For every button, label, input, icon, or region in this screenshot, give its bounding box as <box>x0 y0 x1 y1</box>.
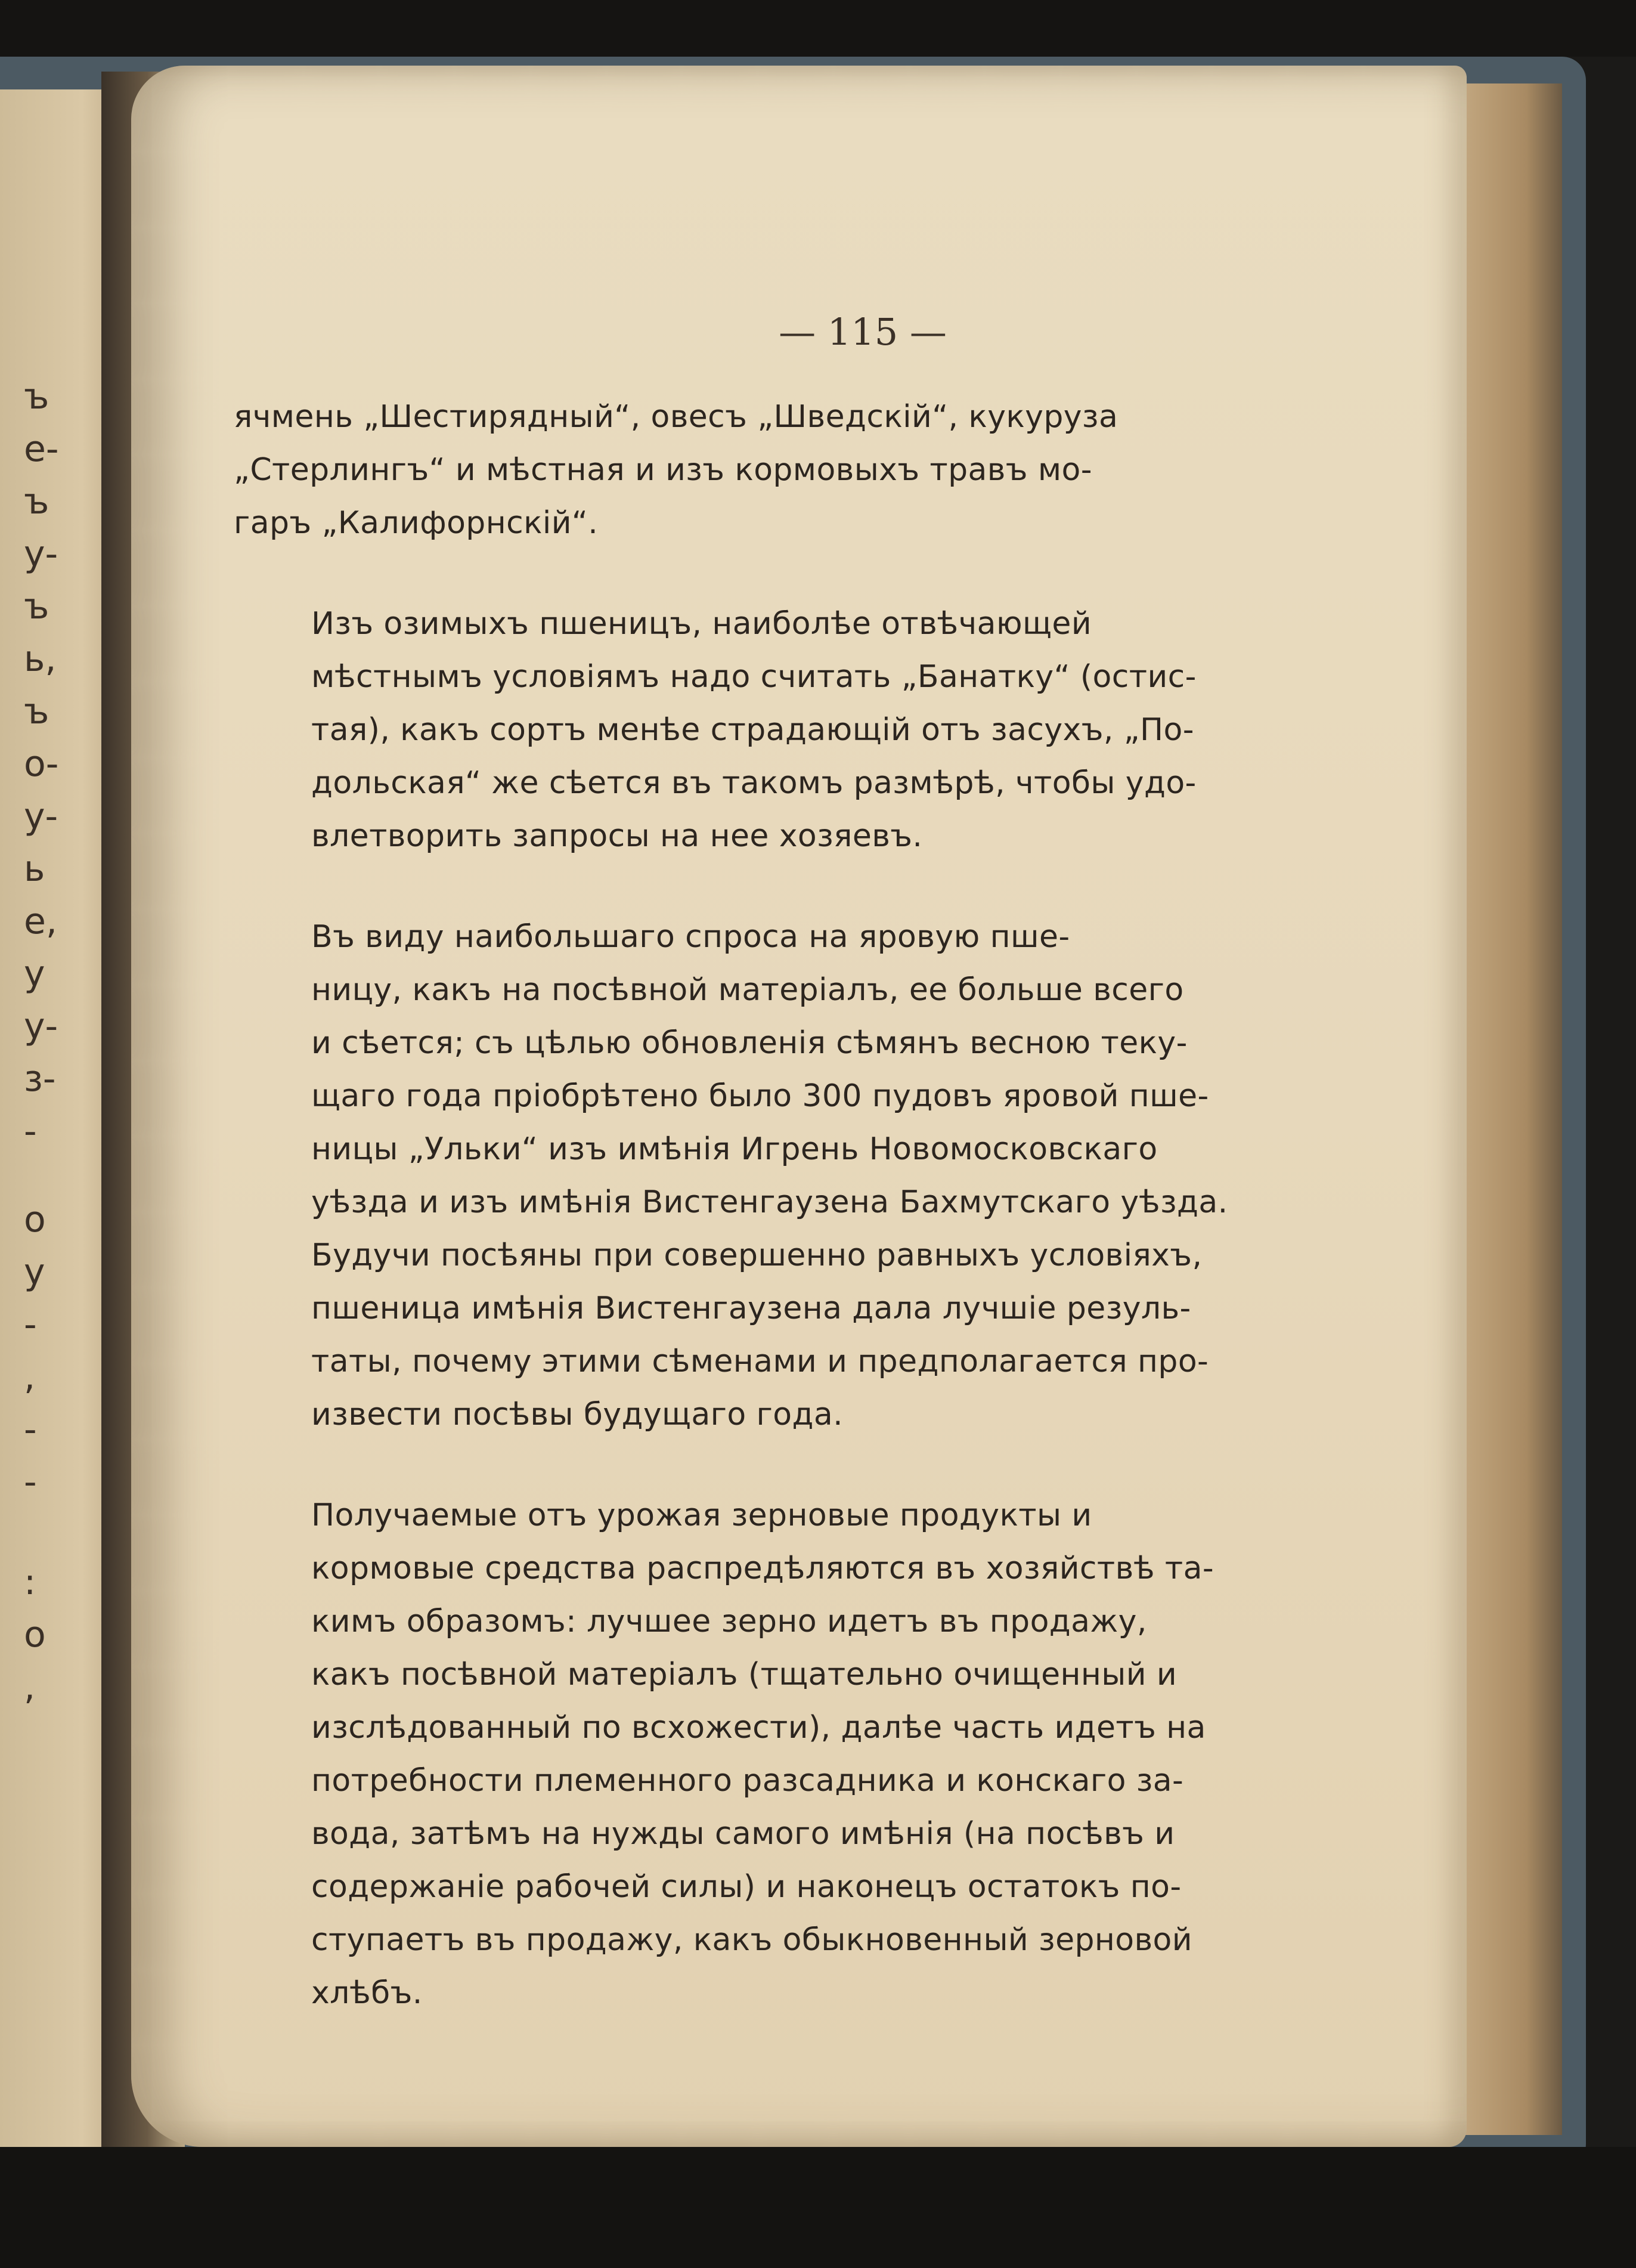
left-page-fragment: ь <box>24 848 45 890</box>
paragraph-1 <box>234 391 1188 550</box>
text-line: дольская“ же сѣется въ такомъ размѣрѣ, чтобы удо- <box>311 765 1197 801</box>
text-line: Въ виду наибольшаго спроса на яровую пше- <box>311 919 1070 955</box>
left-page-fragment: у <box>24 953 45 995</box>
text-line: вода, затѣмъ на нужды самого имѣнія (на посѣвъ и <box>311 1816 1175 1852</box>
left-page-fragment: е, <box>24 901 57 942</box>
text-line: ячмень „Шестирядный“, овесъ „Шведскій“, кукуруза <box>234 399 1118 435</box>
left-page-fragment: о <box>24 1614 46 1656</box>
text-line: таты, почему этими сѣменами и предполагается про- <box>311 1344 1209 1379</box>
left-page-fragment: ъ <box>24 376 49 417</box>
text-line: какъ посѣвной матеріалъ (тщательно очищенный и <box>311 1657 1178 1693</box>
left-page-fragment: у <box>24 1251 45 1293</box>
text-line: хлѣбъ. <box>311 1975 423 2011</box>
left-page-fragment: , <box>24 1356 36 1398</box>
left-page-fragment: о <box>24 1199 46 1240</box>
paragraph-3 <box>234 911 1228 1441</box>
left-page-fragment: - <box>24 1409 37 1450</box>
text-line: влетворить запросы на нее хозяевъ. <box>311 818 923 854</box>
text-line: содержаніе рабочей силы) и наконецъ остатокъ по- <box>311 1869 1182 1905</box>
left-page-fragment: е- <box>24 428 59 470</box>
text-line: ницу, какъ на посѣвной матеріалъ, ее больше всего <box>311 972 1184 1008</box>
left-page-fragment: - <box>24 1304 37 1345</box>
text-line: „Стерлингъ“ и мѣстная и изъ кормовыхъ травъ мо- <box>234 452 1092 488</box>
page-number: — 115 — <box>779 310 947 354</box>
text-line: мѣстнымъ условіямъ надо считать „Банатку“ (остис- <box>311 659 1197 695</box>
left-page-fragment: ъ <box>24 691 49 732</box>
text-line: кормовые средства распредѣляются въ хозяйствѣ та- <box>311 1551 1214 1586</box>
text-line: ницы „Ульки“ изъ имѣнія Игрень Новомосковскаго <box>311 1131 1158 1167</box>
page-body <box>234 391 1228 2068</box>
scan-top-shadow <box>0 0 1636 57</box>
left-page-fragment: - <box>24 1110 37 1152</box>
text-line: Получаемые отъ урожая зерновые продукты и <box>311 1497 1092 1533</box>
left-page-fragment: ъ <box>24 481 49 522</box>
text-line: уѣзда и изъ имѣнія Вистенгаузена Бахмутскаго уѣзда. <box>311 1184 1228 1220</box>
text-line: тая), какъ сортъ менѣе страдающій отъ засухъ, „По- <box>311 712 1194 748</box>
scan-bottom-shadow <box>0 2147 1636 2268</box>
text-line: изслѣдованный по всхожести), далѣе часть идетъ на <box>311 1710 1206 1746</box>
text-line: гаръ „Калифорнскій“. <box>234 505 599 541</box>
left-page-fragment: , <box>24 1666 36 1708</box>
text-line: и сѣется; съ цѣлью обновленія сѣмянъ весною теку- <box>311 1025 1188 1061</box>
text-line: потребности племенного разсадника и конскаго за- <box>311 1763 1184 1799</box>
left-page-fragment: ь, <box>24 638 57 680</box>
text-line: пшеница имѣнія Вистенгаузена дала лучшіе резуль- <box>311 1291 1191 1326</box>
text-line: Будучи посѣяны при совершенно равныхъ условіяхъ, <box>311 1237 1203 1273</box>
text-line: извести посѣвы будущаго года. <box>311 1397 844 1432</box>
left-page-fragment: : <box>24 1561 36 1603</box>
text-line: Изъ озимыхъ пшеницъ, наиболѣе отвѣчающей <box>311 606 1092 642</box>
paragraph-2 <box>234 598 1197 863</box>
left-page-fragment: о- <box>24 743 59 785</box>
left-page-fragment: у- <box>24 533 58 575</box>
left-page-fragment: з- <box>24 1058 56 1100</box>
left-page-fragment: ъ <box>24 586 49 627</box>
left-page-fragment: у- <box>24 796 58 837</box>
left-page-fragment: - <box>24 1461 37 1503</box>
text-line: кимъ образомъ: лучшее зерно идетъ въ продажу, <box>311 1604 1147 1639</box>
paragraph-4 <box>234 1489 1214 2020</box>
left-page-fragment: у- <box>24 1005 58 1047</box>
text-line: щаго года пріобрѣтено было 300 пудовъ яровой пше- <box>311 1078 1209 1114</box>
text-line: ступаетъ въ продажу, какъ обыкновенный зерновой <box>311 1922 1192 1958</box>
